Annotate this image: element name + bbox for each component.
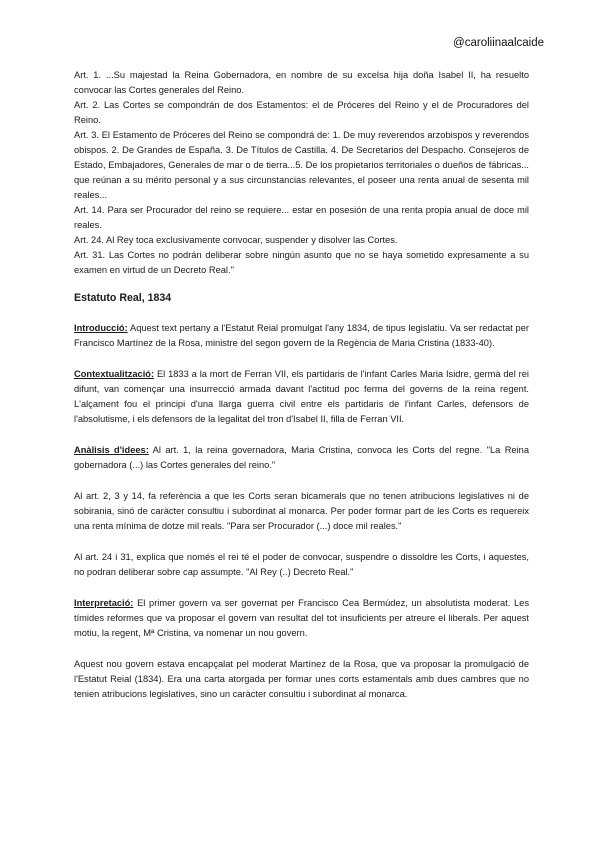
interpretacio-label: Interpretació:: [74, 598, 134, 608]
introduccio-paragraph: [74, 321, 529, 351]
document-title: Estatuto Real, 1834: [74, 292, 172, 304]
article-24: Art. 24. Al Rey toca exclusivamente convocar, suspender y disolver las Cortes.: [74, 235, 398, 245]
interpretacio-text: El primer govern va ser governat per Francisco Cea Bermúdez, un absolutista moderat. Les tímides reformes que va proposar el govern van resultat del tot insuficients per atreure el liberals. Per aquest motiu, la regent, Mª Cristina, va nomenar un nou govern.: [74, 598, 529, 638]
article-3: Art. 3. El Estamento de Próceres del Reino se compondrá de: 1. De muy reverendos arzobispos y reverendos obispos. 2. De Grandes de España. 3. De Títulos de Castilla. 4. De Secretarios del Despacho. Consejeros de Estado, Embajadores, Generales de mar o de tierra...5. De los propietarios territoriales o dueños de fábricas... que reúnan a su mérito personal y a sus circunstancias relevantes, el poseer una renta anual de sesenta mil reales...: [74, 130, 529, 200]
author-handle: @caroliinaalcaide: [453, 37, 544, 49]
article-31: Art. 31. Las Cortes no podrán deliberar sobre ningún asunto que no se haya sometido expresamente a su examen en virtud de un Decreto Real.": [74, 250, 529, 275]
article-1: Art. 1. ...Su majestad la Reina Gobernadora, en nombre de su excelsa hija doña Isabel II, ha resuelto convocar las Cortes generales del Reino.: [74, 70, 529, 95]
introduccio-label: Introducció:: [74, 323, 128, 333]
article-2: Art. 2. Las Cortes se compondrán de dos Estamentos: el de Próceres del Reino y el de Procuradores del Reino.: [74, 100, 529, 125]
analisi-paragraph-2: Al art. 2, 3 y 14, fa referència a que les Corts seran bicamerals que no tenen atribucions legislatives ni de sobirania, sinó de caràcter consultiu i subordinat al monarca. Per poder formar part de les Corts es requereix una renta mínima de dotze mil reals. "Para ser Procurador (...) doce mil reales.": [74, 491, 529, 531]
analisi-label: Anàlisis d'idees:: [74, 445, 149, 455]
contextualitzacio-label: Contextualització:: [74, 369, 155, 379]
article-14: Art. 14. Para ser Procurador del reino se requiere... estar en posesión de una renta propia anual de doce mil reales.: [74, 205, 529, 230]
analisi-paragraph: [74, 443, 529, 473]
document-body: [74, 68, 529, 702]
analisi-text: Al art. 1, la reina governadora, Maria Cristina, convoca les Corts del regne. "La Reina gobernadora (...) las Cortes generales del reino.": [74, 445, 529, 470]
contextualitzacio-text: El 1833 a la mort de Ferran VII, els partidaris de l'infant Carles Maria Isidre, germà del rei difunt, van començar una insurrecció armada davant l'actitud poc ferma del governs de la reina regent. L'alçament fou el principi d'una llarga guerra civil entre els partidaris de l'infant Carles, defensors de l'absolutisme, i els defensors de la legalitat del tron d'Isabel II, filla de Ferran VII.: [74, 369, 529, 424]
interpretacio-paragraph-2: Aquest nou govern estava encapçalat pel moderat Martínez de la Rosa, que va proposar la promulgació de l'Estatut Reial (1834). Era una carta atorgada per formar unes corts estamentals amb dues cambres que no tenien atribucions legislatives, sino un caràcter consultiu i subordinat al monarca.: [74, 659, 529, 699]
introduccio-text: Aquest text pertany a l'Estatut Reial promulgat l'any 1834, de tipus legislatiu. Va ser redactat per Francisco Martínez de la Rosa, ministre del segon govern de la Regència de Maria Cristina (1833-40).: [74, 323, 529, 348]
contextualitzacio-paragraph: [74, 367, 529, 427]
interpretacio-paragraph: [74, 596, 529, 641]
analisi-paragraph-3: Al art. 24 i 31, explica que només el rei té el poder de convocar, suspendre o dissoldre les Corts, i aquestes, no podran deliberar sobre cap assumpte. "Al Rey (..) Decreto Real.": [74, 552, 529, 577]
